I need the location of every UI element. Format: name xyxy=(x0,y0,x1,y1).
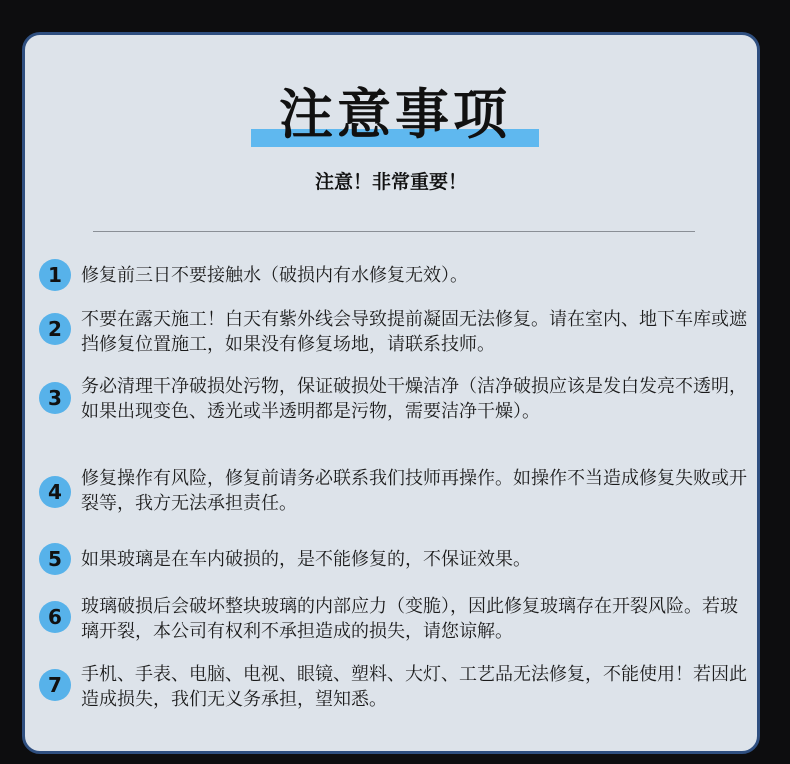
item-number-badge: 5 xyxy=(39,543,71,575)
item-text: 修复前三日不要接触水（破损内有水修复无效）。 xyxy=(81,265,468,286)
item-text: 修复操作有风险，修复前请务必联系我们技师再操作。如操作不当造成修复失败或开裂等，我方无法承担责任。 xyxy=(81,468,747,514)
item-text: 如果玻璃是在车内破损的，是不能修复的，不保证效果。 xyxy=(81,549,531,570)
item-text: 玻璃破损后会破坏整块玻璃的内部应力（变脆），因此修复玻璃存在开裂风险。若玻璃开裂，本公司有权利不承担造成的损失，请您谅解。 xyxy=(81,596,738,642)
item-number-badge: 2 xyxy=(39,313,71,345)
item-text: 务必清理干净破损处污物，保证破损处干燥洁净（洁净破损应该是发白发亮不透明，如果出现变色、透光或半透明都是污物，需要洁净干燥）。 xyxy=(81,376,747,422)
item-number-badge: 6 xyxy=(39,601,71,633)
item-number-badge: 1 xyxy=(39,259,71,291)
item-text: 不要在露天施工！白天有紫外线会导致提前凝固无法修复。请在室内、地下车库或遮挡修复位置施工，如果没有修复场地，请联系技师。 xyxy=(81,309,747,355)
title-block xyxy=(251,79,539,151)
item-text: 手机、手表、电脑、电视、眼镜、塑料、大灯、工艺品无法修复，不能使用！若因此造成损失，我们无义务承担，望知悉。 xyxy=(81,664,747,710)
item-number-badge: 7 xyxy=(39,669,71,701)
item-number-badge: 4 xyxy=(39,476,71,508)
item-number-badge: 3 xyxy=(39,382,71,414)
subtitle: 注意！非常重要！ xyxy=(314,171,467,193)
divider xyxy=(93,231,695,232)
page-title: 注意事项 xyxy=(279,83,511,146)
notice-card xyxy=(22,32,760,754)
